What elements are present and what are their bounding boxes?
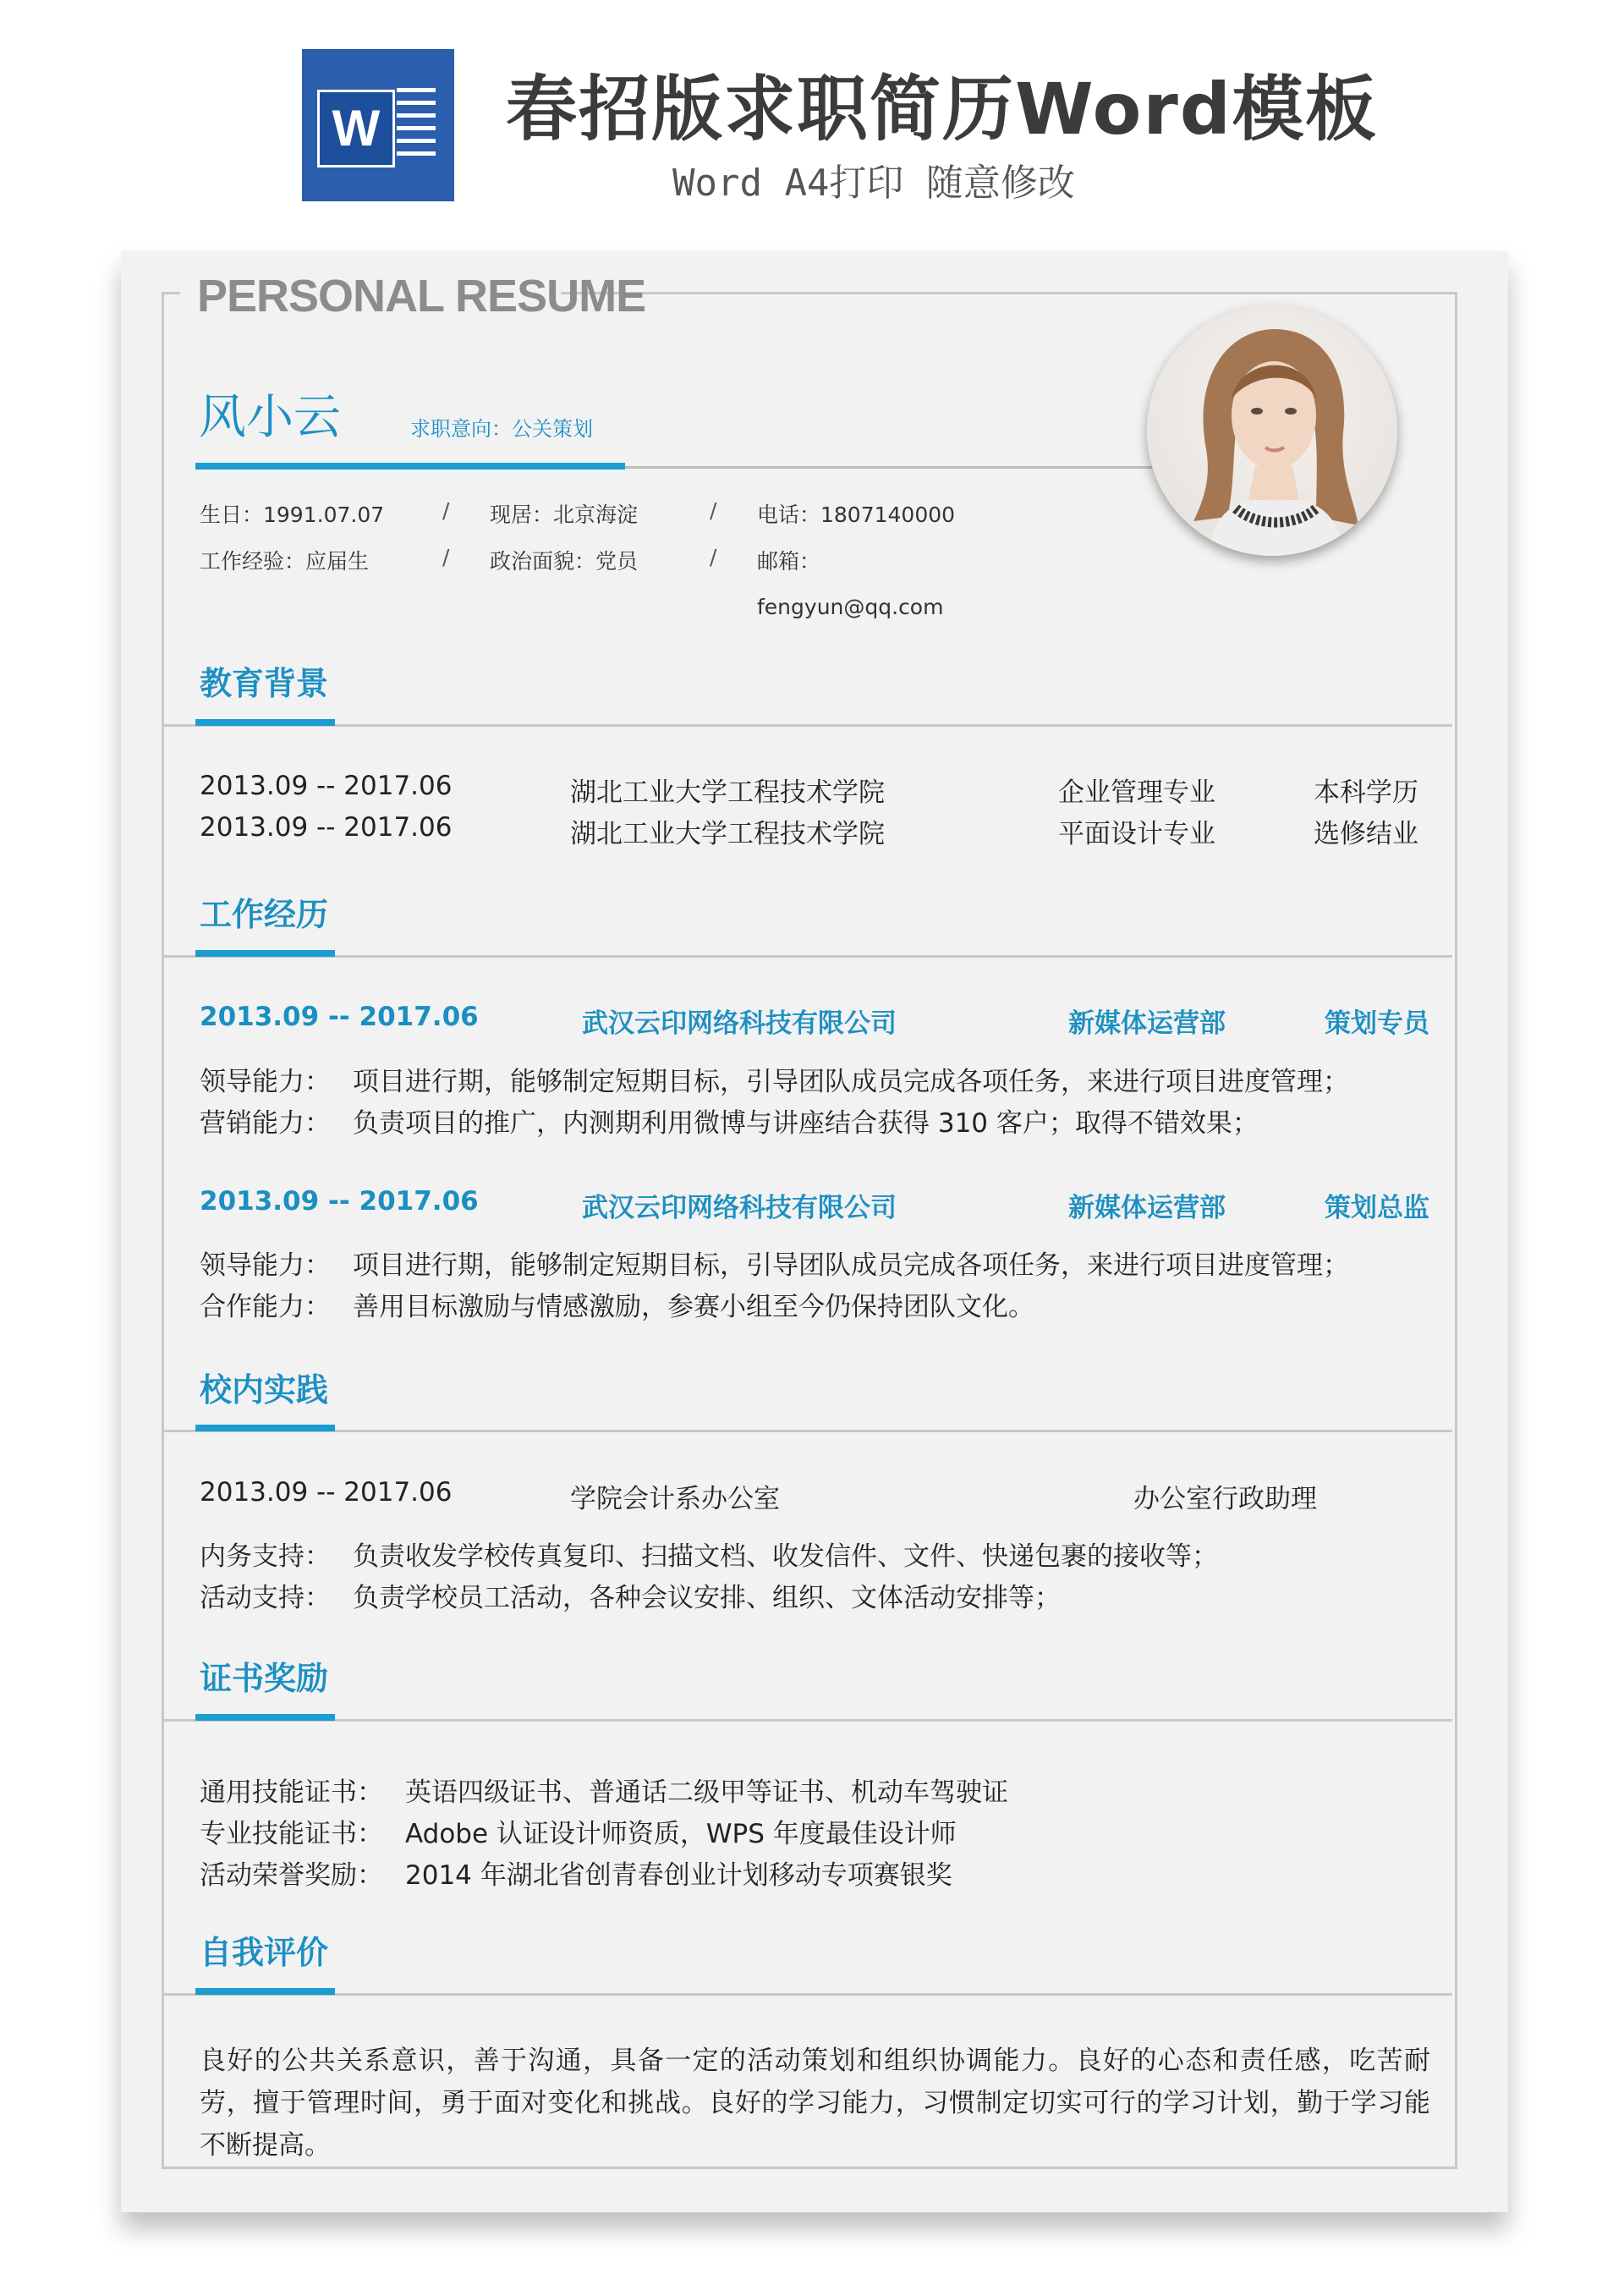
job-role: 策划总监 [1325, 1193, 1429, 1223]
job-line-label: 领导能力： [200, 1067, 331, 1097]
info-birth: 生日：1991.07.07 [200, 503, 385, 527]
job-intent: 求职意向：公关策划 [410, 417, 593, 441]
section-accent [195, 1988, 335, 1995]
edu-date: 2013.09 -- 2017.06 [200, 812, 453, 843]
job-dept: 新媒体运营部 [1068, 1193, 1226, 1223]
self-evaluation-text: 良好的公共关系意识，善于沟通，具备一定的活动策划和组织协调能力。良好的心态和责任感，吃苦耐劳，擅于管理时间，勇于面对变化和挑战。良好的学习能力，习惯制定切实可行的学习计划，勤于学习能不断提高。 [200, 2046, 1430, 2161]
job-line-text: 项目进行期，能够制定短期目标，引导团队成员完成各项任务，来进行项目进度管理； [353, 1067, 1349, 1097]
section-divider [162, 724, 1452, 727]
job-line-text: 负责项目的推广，内测期利用微博与讲座结合获得 310 客户；取得不错效果； [353, 1108, 1259, 1139]
section-title-campus: 校内实践 [200, 1371, 329, 1409]
section-accent [195, 1425, 335, 1431]
edu-school: 湖北工业大学工程技术学院 [570, 777, 885, 808]
job-line-label: 合作能力： [200, 1292, 331, 1322]
section-title-self: 自我评价 [200, 1934, 329, 1971]
info-separator: / [710, 498, 717, 523]
info-email-label: 邮箱： [757, 549, 821, 574]
info-separator: / [442, 545, 450, 569]
section-divider [162, 1430, 1452, 1432]
section-title-certs: 证书奖励 [200, 1660, 329, 1697]
campus-org: 学院会计系办公室 [570, 1484, 780, 1514]
section-accent [195, 719, 335, 726]
job-line-label: 营销能力： [200, 1108, 331, 1139]
campus-line-label: 活动支持： [200, 1583, 331, 1613]
name-divider-accent [195, 463, 625, 470]
job-company: 武汉云印网络科技有限公司 [582, 1193, 897, 1223]
job-date: 2013.09 -- 2017.06 [200, 1186, 479, 1217]
edu-degree: 选修结业 [1314, 819, 1418, 849]
word-logo-letter: W [317, 90, 395, 168]
page-subtitle: Word A4打印 随意修改 [672, 162, 1075, 205]
section-accent [195, 950, 335, 957]
edu-major: 企业管理专业 [1058, 777, 1215, 808]
cert-label: 专业技能证书： [200, 1819, 383, 1849]
section-title-education: 教育背景 [200, 665, 329, 702]
campus-line-text: 负责学校员工活动，各种会议安排、组织、文体活动安排等； [353, 1583, 1061, 1613]
edu-date: 2013.09 -- 2017.06 [200, 771, 453, 801]
resume-banner: PERSONAL RESUME [197, 271, 646, 321]
job-line-label: 领导能力： [200, 1250, 331, 1281]
job-line-text: 项目进行期，能够制定短期目标，引导团队成员完成各项任务，来进行项目进度管理； [353, 1250, 1349, 1281]
cert-label: 通用技能证书： [200, 1777, 383, 1808]
cert-text: Adobe 认证设计师资质，WPS 年度最佳设计师 [405, 1819, 957, 1849]
cert-text: 英语四级证书、普通话二级甲等证书、机动车驾驶证 [405, 1777, 1008, 1808]
page-title: 春招版求职简历Word模板 [506, 68, 1378, 151]
job-role: 策划专员 [1325, 1008, 1429, 1039]
section-title-work: 工作经历 [200, 896, 329, 933]
edu-degree: 本科学历 [1314, 777, 1418, 808]
info-politics: 政治面貌：党员 [490, 549, 639, 574]
cert-text: 2014 年湖北省创青春创业计划移动专项赛银奖 [405, 1860, 952, 1891]
section-divider [162, 1719, 1452, 1722]
candidate-name: 风小云 [199, 390, 341, 445]
section-divider [162, 955, 1452, 958]
profile-photo [1147, 305, 1397, 556]
campus-line-label: 内务支持： [200, 1541, 331, 1572]
section-divider [162, 1993, 1452, 1996]
info-email[interactable]: fengyun@qq.com [757, 595, 944, 619]
info-separator: / [442, 498, 450, 523]
word-logo-icon [302, 49, 454, 201]
info-phone: 电话：1807140000 [757, 503, 956, 527]
info-location: 现居：北京海淀 [490, 503, 639, 527]
word-logo-lines [397, 88, 436, 164]
job-date: 2013.09 -- 2017.06 [200, 1002, 479, 1032]
campus-line-text: 负责收发学校传真复印、扫描文档、收发信件、文件、快递包裹的接收等； [353, 1541, 1218, 1572]
portrait-illustration [1147, 305, 1397, 556]
campus-date: 2013.09 -- 2017.06 [200, 1477, 453, 1508]
resume-paper [121, 251, 1508, 2212]
edu-school: 湖北工业大学工程技术学院 [570, 819, 885, 849]
job-dept: 新媒体运营部 [1068, 1008, 1226, 1039]
campus-role: 办公室行政助理 [1133, 1484, 1317, 1514]
edu-major: 平面设计专业 [1058, 819, 1215, 849]
info-experience: 工作经验：应届生 [200, 549, 370, 574]
cert-label: 活动荣誉奖励： [200, 1860, 383, 1891]
job-company: 武汉云印网络科技有限公司 [582, 1008, 897, 1039]
job-line-text: 善用目标激励与情感激励，参赛小组至今仍保持团队文化。 [353, 1292, 1034, 1322]
info-separator: / [710, 545, 717, 569]
section-accent [195, 1714, 335, 1721]
